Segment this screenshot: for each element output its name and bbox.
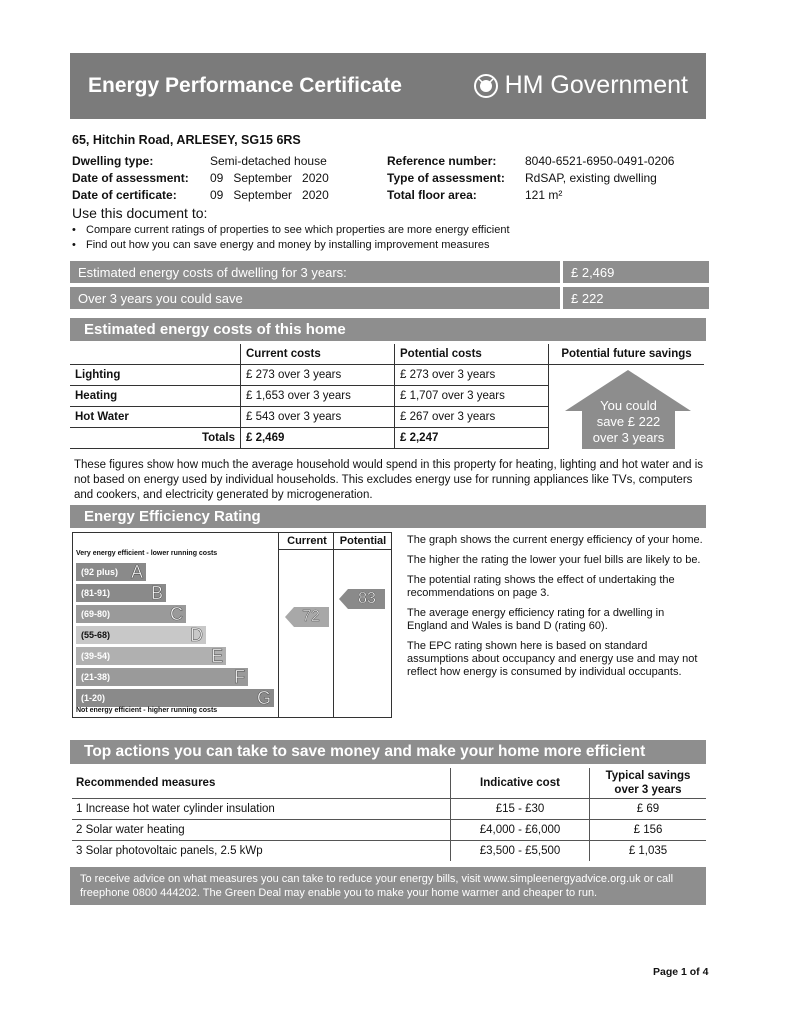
explanation-paragraph: The potential rating shows the effect of undertaking the recommendations on page 3. — [407, 574, 675, 599]
potential-rating-value: 83 — [358, 590, 376, 607]
measure-cost: £15 - £30 — [451, 799, 590, 820]
hm-government-logo — [473, 71, 688, 100]
costs-header-potential: Potential costs — [395, 344, 549, 365]
band-b — [76, 584, 166, 602]
detail-label: Date of certificate: — [72, 188, 177, 202]
band-range: (21-38) — [81, 672, 111, 682]
detail-value: 09 September 2020 — [210, 188, 329, 202]
measure-saving: £ 156 — [590, 820, 707, 841]
summary-value: £ 2,469 — [571, 265, 615, 280]
totals-label: Totals — [70, 428, 241, 449]
band-a — [76, 563, 146, 581]
costs-note: These figures show how much the average household would spend in this property for heating, lighting and hot water and is not based on energy used by individual households. This excludes energy use for running appliances like TVs, computers and cookers, and electricity generated by microgeneration. — [74, 459, 704, 501]
costs-section-title: Estimated energy costs of this home — [84, 321, 346, 338]
row-current: £ 1,653 over 3 years — [241, 386, 395, 407]
detail-value: 121 m² — [525, 188, 563, 202]
use-document-heading: Use this document to: — [72, 205, 208, 221]
savings-line: save £ 222 — [596, 414, 661, 429]
property-address: 65, Hitchin Road, ARLESEY, SG15 6RS — [72, 133, 301, 147]
detail-label: Total floor area: — [387, 188, 477, 202]
band-letter: A — [130, 562, 143, 582]
hm-government-text: HM Government — [504, 71, 688, 99]
detail-label: Date of assessment: — [72, 171, 189, 185]
band-range: (1-20) — [81, 693, 106, 703]
detail-value: 8040-6521-6950-0491-0206 — [525, 154, 675, 168]
band-letter: D — [190, 625, 203, 645]
explanation-paragraph: The EPC rating shown here is based on standard assumptions about occupancy and energy use and may not reflect how energy is consumed by individual occupants. — [407, 640, 698, 678]
band-range: (69-80) — [81, 609, 111, 619]
detail-value: RdSAP, existing dwelling — [525, 171, 657, 185]
row-label: Lighting — [70, 365, 241, 386]
summary-could-save — [70, 287, 706, 309]
costs-header-savings: Potential future savings — [549, 344, 705, 365]
scale-bottom-label: Not energy efficient - higher running costs — [76, 707, 218, 714]
measures-header-cost: Indicative cost — [451, 768, 590, 799]
summary-estimated-costs — [70, 261, 706, 283]
measure-saving: £ 1,035 — [628, 845, 668, 857]
band-letter: C — [170, 604, 183, 624]
measure-cost: £3,500 - £5,500 — [451, 841, 590, 862]
row-potential: £ 267 over 3 years — [395, 407, 549, 428]
band-letter: E — [210, 646, 223, 666]
summary-label: Over 3 years you could save — [78, 291, 243, 306]
measures-table — [72, 768, 706, 861]
use-document-bullets — [72, 223, 510, 253]
row-potential: £ 273 over 3 years — [395, 365, 549, 386]
band-c — [76, 605, 186, 623]
totals-current: £ 2,469 — [241, 428, 395, 449]
efficiency-explanation — [407, 534, 705, 686]
summary-value: £ 222 — [571, 291, 604, 306]
measure-cost: £4,000 - £6,000 — [451, 820, 590, 841]
savings-line: You could — [600, 398, 657, 413]
detail-value: Semi-detached house — [210, 154, 327, 168]
measure-saving: £ 69 — [590, 799, 707, 820]
band-range: (81-91) — [81, 588, 111, 598]
band-g — [76, 689, 274, 707]
detail-label: Type of assessment: — [387, 171, 505, 185]
efficiency-section-heading — [70, 505, 706, 528]
costs-section-heading — [70, 318, 706, 341]
actions-title: Top actions you can take to save money and make your home more efficient — [84, 743, 646, 760]
bullet-item: • Find out how you can save energy and money by installing improvement measures — [72, 238, 510, 253]
band-e — [76, 647, 226, 665]
explanation-paragraph: The higher the rating the lower your fuel bills are likely to be. — [407, 554, 701, 566]
savings-line: over 3 years — [592, 430, 665, 445]
table-row — [72, 799, 706, 820]
detail-label: Reference number: — [387, 154, 497, 168]
row-label: Hot Water — [70, 407, 241, 428]
advice-text: To receive advice on what measures you can take to reduce your energy bills, visit www.simpleenergyadvice.org.uk or call freephone 0800 444202. The Green Deal may enable you to make your home warmer and cheaper to run. — [80, 873, 674, 899]
row-current: £ 543 over 3 years — [241, 407, 395, 428]
band-range: (55-68) — [81, 630, 111, 640]
efficiency-title: Energy Efficiency Rating — [84, 508, 261, 525]
measures-header-saving: Typical savings over 3 years — [590, 768, 707, 799]
bullet-item: • Compare current ratings of properties to see which properties are more energy efficient — [72, 223, 510, 238]
measure-name: 3 Solar photovoltaic panels, 2.5 kWp — [72, 841, 451, 862]
totals-potential: £ 2,247 — [395, 428, 549, 449]
table-row — [72, 841, 706, 862]
summary-label: Estimated energy costs of dwelling for 3 years: — [78, 265, 347, 280]
column-current: Current — [287, 535, 327, 547]
measure-name: 1 Increase hot water cylinder insulation — [72, 799, 451, 820]
efficiency-rating-graph — [72, 532, 392, 718]
row-label: Heating — [70, 386, 241, 407]
certificate-title: Energy Performance Certificate — [88, 74, 402, 97]
table-row — [72, 820, 706, 841]
measure-name: 2 Solar water heating — [72, 820, 451, 841]
column-potential: Potential — [339, 535, 387, 547]
current-rating-value: 72 — [302, 608, 320, 625]
band-range: (39-54) — [81, 651, 111, 661]
certificate-banner — [70, 53, 706, 119]
band-range: (92 plus) — [81, 567, 119, 577]
band-letter: F — [234, 667, 245, 687]
costs-header-blank — [70, 344, 241, 365]
band-letter: B — [150, 583, 163, 603]
explanation-paragraph: The graph shows the current energy efficiency of your home. — [407, 534, 703, 546]
explanation-paragraph: The average energy efficiency rating for a dwelling in England and Wales is band D (rating 60). — [407, 607, 665, 632]
detail-label: Dwelling type: — [72, 154, 154, 168]
costs-header-current: Current costs — [241, 344, 395, 365]
row-current: £ 273 over 3 years — [241, 365, 395, 386]
band-d — [76, 626, 206, 644]
band-letter: G — [256, 688, 271, 708]
details-right — [387, 153, 674, 204]
band-f — [76, 668, 248, 686]
measures-header-measure: Recommended measures — [72, 768, 451, 799]
row-potential: £ 1,707 over 3 years — [395, 386, 549, 407]
details-left — [72, 153, 329, 204]
royal-crest-icon — [473, 73, 499, 99]
scale-top-label: Very energy efficient - lower running costs — [76, 550, 218, 557]
actions-section-heading — [70, 740, 706, 764]
page-number: Page 1 of 4 — [653, 966, 709, 978]
detail-value: 09 September 2020 — [210, 171, 329, 185]
savings-house-graphic — [551, 366, 706, 449]
advice-box — [70, 867, 706, 905]
